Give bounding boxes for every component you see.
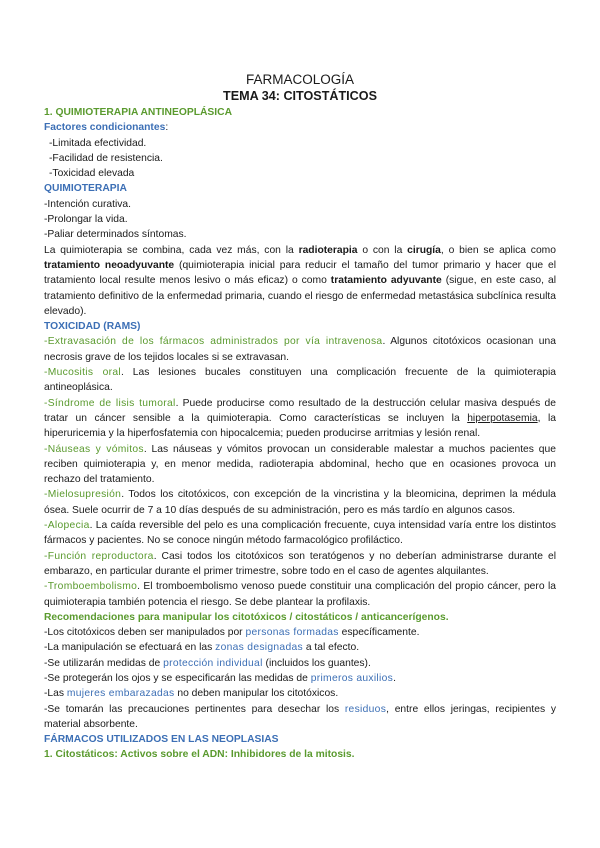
toxicity-text: . Puede producirse como resultado de la destrucción celular masiva después de tratar un cáncer sensible a la quimioterapia. Como características se incluyen la [44, 397, 556, 424]
text-run: La quimioterapia se combina, cada vez más, con la [44, 244, 299, 256]
text-run: no deben manipular los citotóxicos. [174, 688, 339, 700]
toxicity-text: . La caída reversible del pelo es una complicación frecuente, cuya intensidad varía entre los distintos fármacos y pacientes. No se conoce ningún método farmacológico profiláctico. [44, 520, 556, 547]
toxicity-text: . Las lesiones bucales constituyen una complicación frecuente de la quimioterapia antineoplásica. [44, 367, 557, 394]
drugs-subheading: 1. Citostáticos: Activos sobre el ADN: Inhibidores de la mitosis. [44, 749, 355, 761]
toxicity-item [44, 518, 556, 549]
aim-item: -Prolongar la vida. [44, 214, 128, 226]
toxicity-heading: TOXICIDAD (RAMS) [44, 321, 141, 333]
toxicity-text: . Algunos citotóxicos ocasionan una necrosis grave de los tejidos locales si se extravasan. [44, 336, 556, 363]
toxicity-text: . Todos los citotóxicos, con excepción de la vincristina y la bleomicina, deprimen la médula ósea. Suele ocurrir de 7 a 10 días después de su administración, pero es más tardío en algunos casos. [44, 489, 556, 516]
recommendation-item [44, 625, 556, 640]
factors-label: Factores condicionantes [44, 122, 166, 134]
toxicity-term: -Mucositis oral [44, 367, 121, 379]
document-page [44, 70, 556, 763]
quimio-paragraph [44, 243, 556, 319]
toxicity-item [44, 396, 556, 442]
toxicity-item [44, 579, 556, 610]
aim-item: -Paliar determinados síntomas. [44, 229, 187, 241]
text-run: (quimioterapia inicial para reducir el tamaño del tumor primario y hacer que el tratamiento local resulte menos lesivo o más eficaz) o como [44, 259, 557, 287]
term-adyuvante: tratamiento adyuvante [330, 275, 442, 287]
quimio-heading: QUIMIOTERAPIA [44, 183, 127, 195]
toxicity-item [44, 365, 556, 396]
drugs-heading: FÁRMACOS UTILIZADOS EN LAS NEOPLASIAS [44, 734, 279, 746]
text-run: -Las [44, 688, 67, 700]
recommendation-item [44, 671, 556, 686]
toxicity-item [44, 549, 556, 580]
recommendation-item [44, 656, 556, 671]
subject-title: FARMACOLOGÍA [245, 72, 355, 87]
toxicity-term: -Extravasación de los fármacos administrados por vía intravenosa [44, 336, 383, 348]
text-run: . [393, 672, 396, 684]
toxicity-term: -Mielosupresión [44, 489, 122, 501]
highlight: zonas designadas [215, 642, 303, 654]
highlight: personas formadas [245, 627, 339, 639]
recommendation-item [44, 640, 556, 655]
highlight: mujeres embarazadas [66, 688, 175, 700]
toxicity-item [44, 334, 556, 365]
toxicity-text: . Casi todos los citotóxicos son teratógenos y no deberían administrarse durante el embarazo, en particular durante el primer trimestre, sobre todo en el caso de agentes alquilantes. [44, 550, 556, 577]
recommendation-item [44, 702, 556, 733]
text-run: -Se protegerán los ojos y se especificarán las medidas de [44, 672, 311, 684]
topic-title: TEMA 34: CITOSTÁTICOS [223, 89, 377, 103]
term-cirugia: cirugía [407, 244, 441, 256]
factor-item: -Toxicidad elevada [49, 168, 135, 180]
text-run: -Los citotóxicos deben ser manipulados por [44, 627, 246, 639]
text-run: -Se utilizarán medidas de [44, 657, 164, 669]
section1-heading: 1. QUIMIOTERAPIA ANTINEOPLÁSICA [44, 107, 233, 118]
text-run: específicamente. [338, 627, 420, 639]
highlight: protección individual [163, 657, 263, 669]
underlined-term: hiperpotasemia [467, 412, 538, 424]
text-run: o con la [357, 244, 408, 256]
aim-item: -Intención curativa. [44, 198, 131, 210]
text-run: (incluidos los guantes). [262, 657, 371, 669]
text-run: a tal efecto. [302, 642, 360, 654]
text-run: , o bien se aplica como [440, 244, 556, 256]
toxicity-term: -Tromboembolismo [44, 581, 138, 593]
toxicity-item [44, 487, 556, 518]
factors-colon: : [165, 122, 169, 134]
text-run: -La manipulación se efectuará en las [44, 642, 216, 654]
toxicity-term: -Alopecia [44, 520, 90, 532]
toxicity-text: . El tromboembolismo venoso puede constituir una complicación del propio cáncer, pero la quimioterapia también potencia el riesgo. Se debe plantear la profilaxis. [44, 581, 556, 608]
term-radioterapia: radioterapia [298, 244, 358, 256]
factors-label-line [44, 120, 556, 135]
toxicity-term: -Náuseas y vómitos [44, 443, 144, 455]
highlight: residuos [344, 703, 387, 715]
text-run: (sigue, en este caso, al tratamiento definitivo de la enfermedad primaria, cuando el riesgo de enfermedad metastásica subclínica resulta elevado). [44, 275, 556, 317]
highlight: primeros auxilios [310, 672, 394, 684]
toxicity-text: . Las náuseas y vómitos provocan un considerable malestar a muchos pacientes que reciben quimioterapia y, en menor medida, radioterapia abdominal, hecho que en ocasiones provoca un rechazo del tratamiento. [44, 443, 556, 486]
text-run: -Se tomarán las precauciones pertinentes para desechar los [44, 703, 345, 715]
recommendation-item [44, 686, 556, 701]
term-neoadyuvante: tratamiento neoadyuvante [44, 259, 175, 271]
text-run: , entre ellos jeringas, recipientes y material absorbente. [44, 703, 556, 730]
recommendations-heading: Recomendaciones para manipular los citotóxicos / citostáticos / anticancerígenos. [44, 611, 449, 623]
factor-item: -Facilidad de resistencia. [49, 152, 163, 164]
toxicity-item [44, 442, 556, 488]
toxicity-term: -Función reproductora [44, 550, 154, 562]
toxicity-term: -Síndrome de lisis tumoral [44, 397, 176, 409]
factor-item: -Limitada efectividad. [49, 137, 147, 149]
toxicity-text: , la hiperuricemia y la hiperfosfatemia con hipocalcemia; pueden producirse arritmias y lesión renal. [44, 412, 556, 440]
